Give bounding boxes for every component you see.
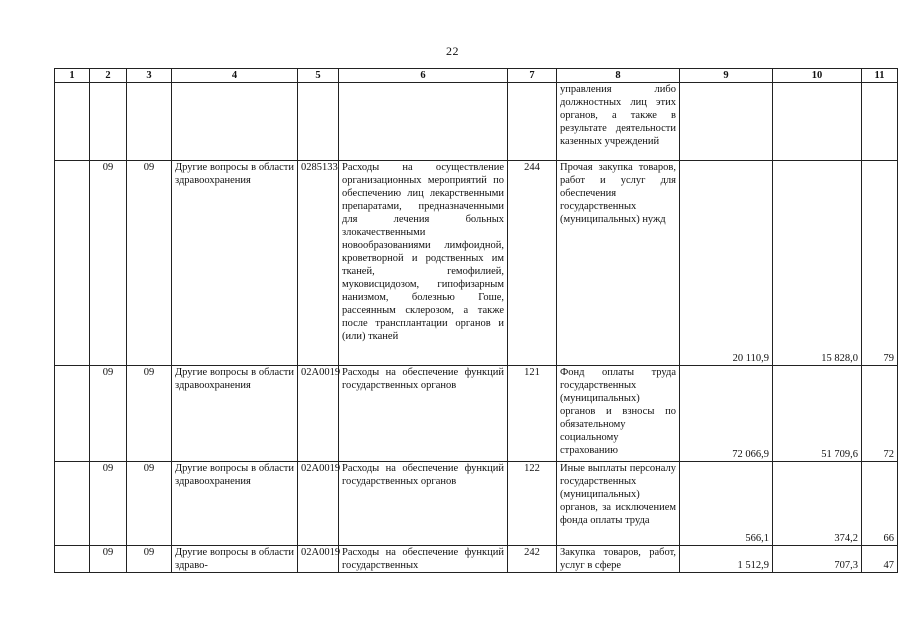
cell-target-article: 0285133 — [298, 161, 339, 366]
cell-value-planned: 1 512,9 — [680, 546, 773, 573]
cell-section-name: Другие вопросы в области здраво- — [172, 546, 298, 573]
cell-value-actual: 51 709,6 — [773, 366, 862, 462]
cell-percent: 66 — [862, 462, 898, 546]
cell-target-article: 02А0019 — [298, 462, 339, 546]
cell-number — [55, 462, 90, 546]
col-header-10: 10 — [773, 69, 862, 83]
table-row — [55, 462, 898, 546]
cell-value-actual — [773, 83, 862, 161]
col-header-9: 9 — [680, 69, 773, 83]
cell-subsection: 09 — [127, 462, 172, 546]
col-header-4: 4 — [172, 69, 298, 83]
cell-subsection: 09 — [127, 546, 172, 573]
table-row — [55, 546, 898, 573]
cell-section: 09 — [90, 366, 127, 462]
cell-value-planned: 566,1 — [680, 462, 773, 546]
cell-percent: 47 — [862, 546, 898, 573]
col-header-8: 8 — [557, 69, 680, 83]
col-header-11: 11 — [862, 69, 898, 83]
table-row — [55, 161, 898, 366]
col-header-3: 3 — [127, 69, 172, 83]
header-row — [55, 69, 898, 83]
cell-section-name: Другие вопросы в области здравоохранения — [172, 462, 298, 546]
cell-target-article — [298, 83, 339, 161]
cell-article-name — [339, 83, 508, 161]
cell-target-article: 02А0019 — [298, 546, 339, 573]
cell-expense-type: 122 — [508, 462, 557, 546]
cell-number — [55, 546, 90, 573]
cell-number — [55, 83, 90, 161]
cell-subsection: 09 — [127, 366, 172, 462]
cell-expense-type — [508, 83, 557, 161]
cell-number — [55, 161, 90, 366]
cell-expense-type-name: управления либо должностных лиц этих органов, а также в результате деятельности казенных учреждений — [557, 83, 680, 161]
cell-expense-type: 121 — [508, 366, 557, 462]
cell-subsection — [127, 83, 172, 161]
col-header-5: 5 — [298, 69, 339, 83]
cell-value-actual: 15 828,0 — [773, 161, 862, 366]
cell-value-planned — [680, 83, 773, 161]
cell-value-actual: 374,2 — [773, 462, 862, 546]
cell-target-article: 02А0019 — [298, 366, 339, 462]
cell-value-actual: 707,3 — [773, 546, 862, 573]
cell-section — [90, 83, 127, 161]
cell-number — [55, 366, 90, 462]
cell-section: 09 — [90, 546, 127, 573]
cell-expense-type-name: Прочая закупка товаров, работ и услуг для обеспечения государственных (муниципальных) нужд — [557, 161, 680, 366]
page-number: 22 — [446, 44, 459, 58]
cell-value-planned: 72 066,9 — [680, 366, 773, 462]
cell-section-name: Другие вопросы в области здравоохранения — [172, 161, 298, 366]
cell-expense-type-name: Закупка товаров, работ, услуг в сфере — [557, 546, 680, 573]
cell-percent: 79 — [862, 161, 898, 366]
cell-article-name: Расходы на обеспечение функций государственных органов — [339, 366, 508, 462]
cell-article-name: Расходы на обеспечение функций государственных органов — [339, 462, 508, 546]
cell-section: 09 — [90, 161, 127, 366]
cell-section-name — [172, 83, 298, 161]
col-header-6: 6 — [339, 69, 508, 83]
cell-section-name: Другие вопросы в области здравоохранения — [172, 366, 298, 462]
cell-expense-type: 242 — [508, 546, 557, 573]
cell-percent — [862, 83, 898, 161]
cell-expense-type-name: Иные выплаты персоналу государственных (муниципальных) органов, за исключением фонда оплаты труда — [557, 462, 680, 546]
col-header-1: 1 — [55, 69, 90, 83]
cell-article-name: Расходы на обеспечение функций государственных — [339, 546, 508, 573]
cell-expense-type-name: Фонд оплаты труда государственных (муниципальных) органов и взносы по обязательному социальному страхованию — [557, 366, 680, 462]
cell-percent: 72 — [862, 366, 898, 462]
table-row — [55, 366, 898, 462]
cell-expense-type: 244 — [508, 161, 557, 366]
table-row — [55, 83, 898, 161]
cell-article-name: Расходы на осуществление организационных мероприятий по обеспечению лиц лекарственными препаратами, предназначенными для лечения больных злокачественными новообразованиями лимфоидной, кроветворной и родственных им тканей, гемофилией, муковисцидозом, гипофизарным нанизмом, болезнью Гоше, рассеянным склерозом, а также после трансплантации органов и (или) тканей — [339, 161, 508, 366]
col-header-2: 2 — [90, 69, 127, 83]
budget-table — [54, 68, 898, 573]
col-header-7: 7 — [508, 69, 557, 83]
cell-value-planned: 20 110,9 — [680, 161, 773, 366]
cell-subsection: 09 — [127, 161, 172, 366]
cell-section: 09 — [90, 462, 127, 546]
